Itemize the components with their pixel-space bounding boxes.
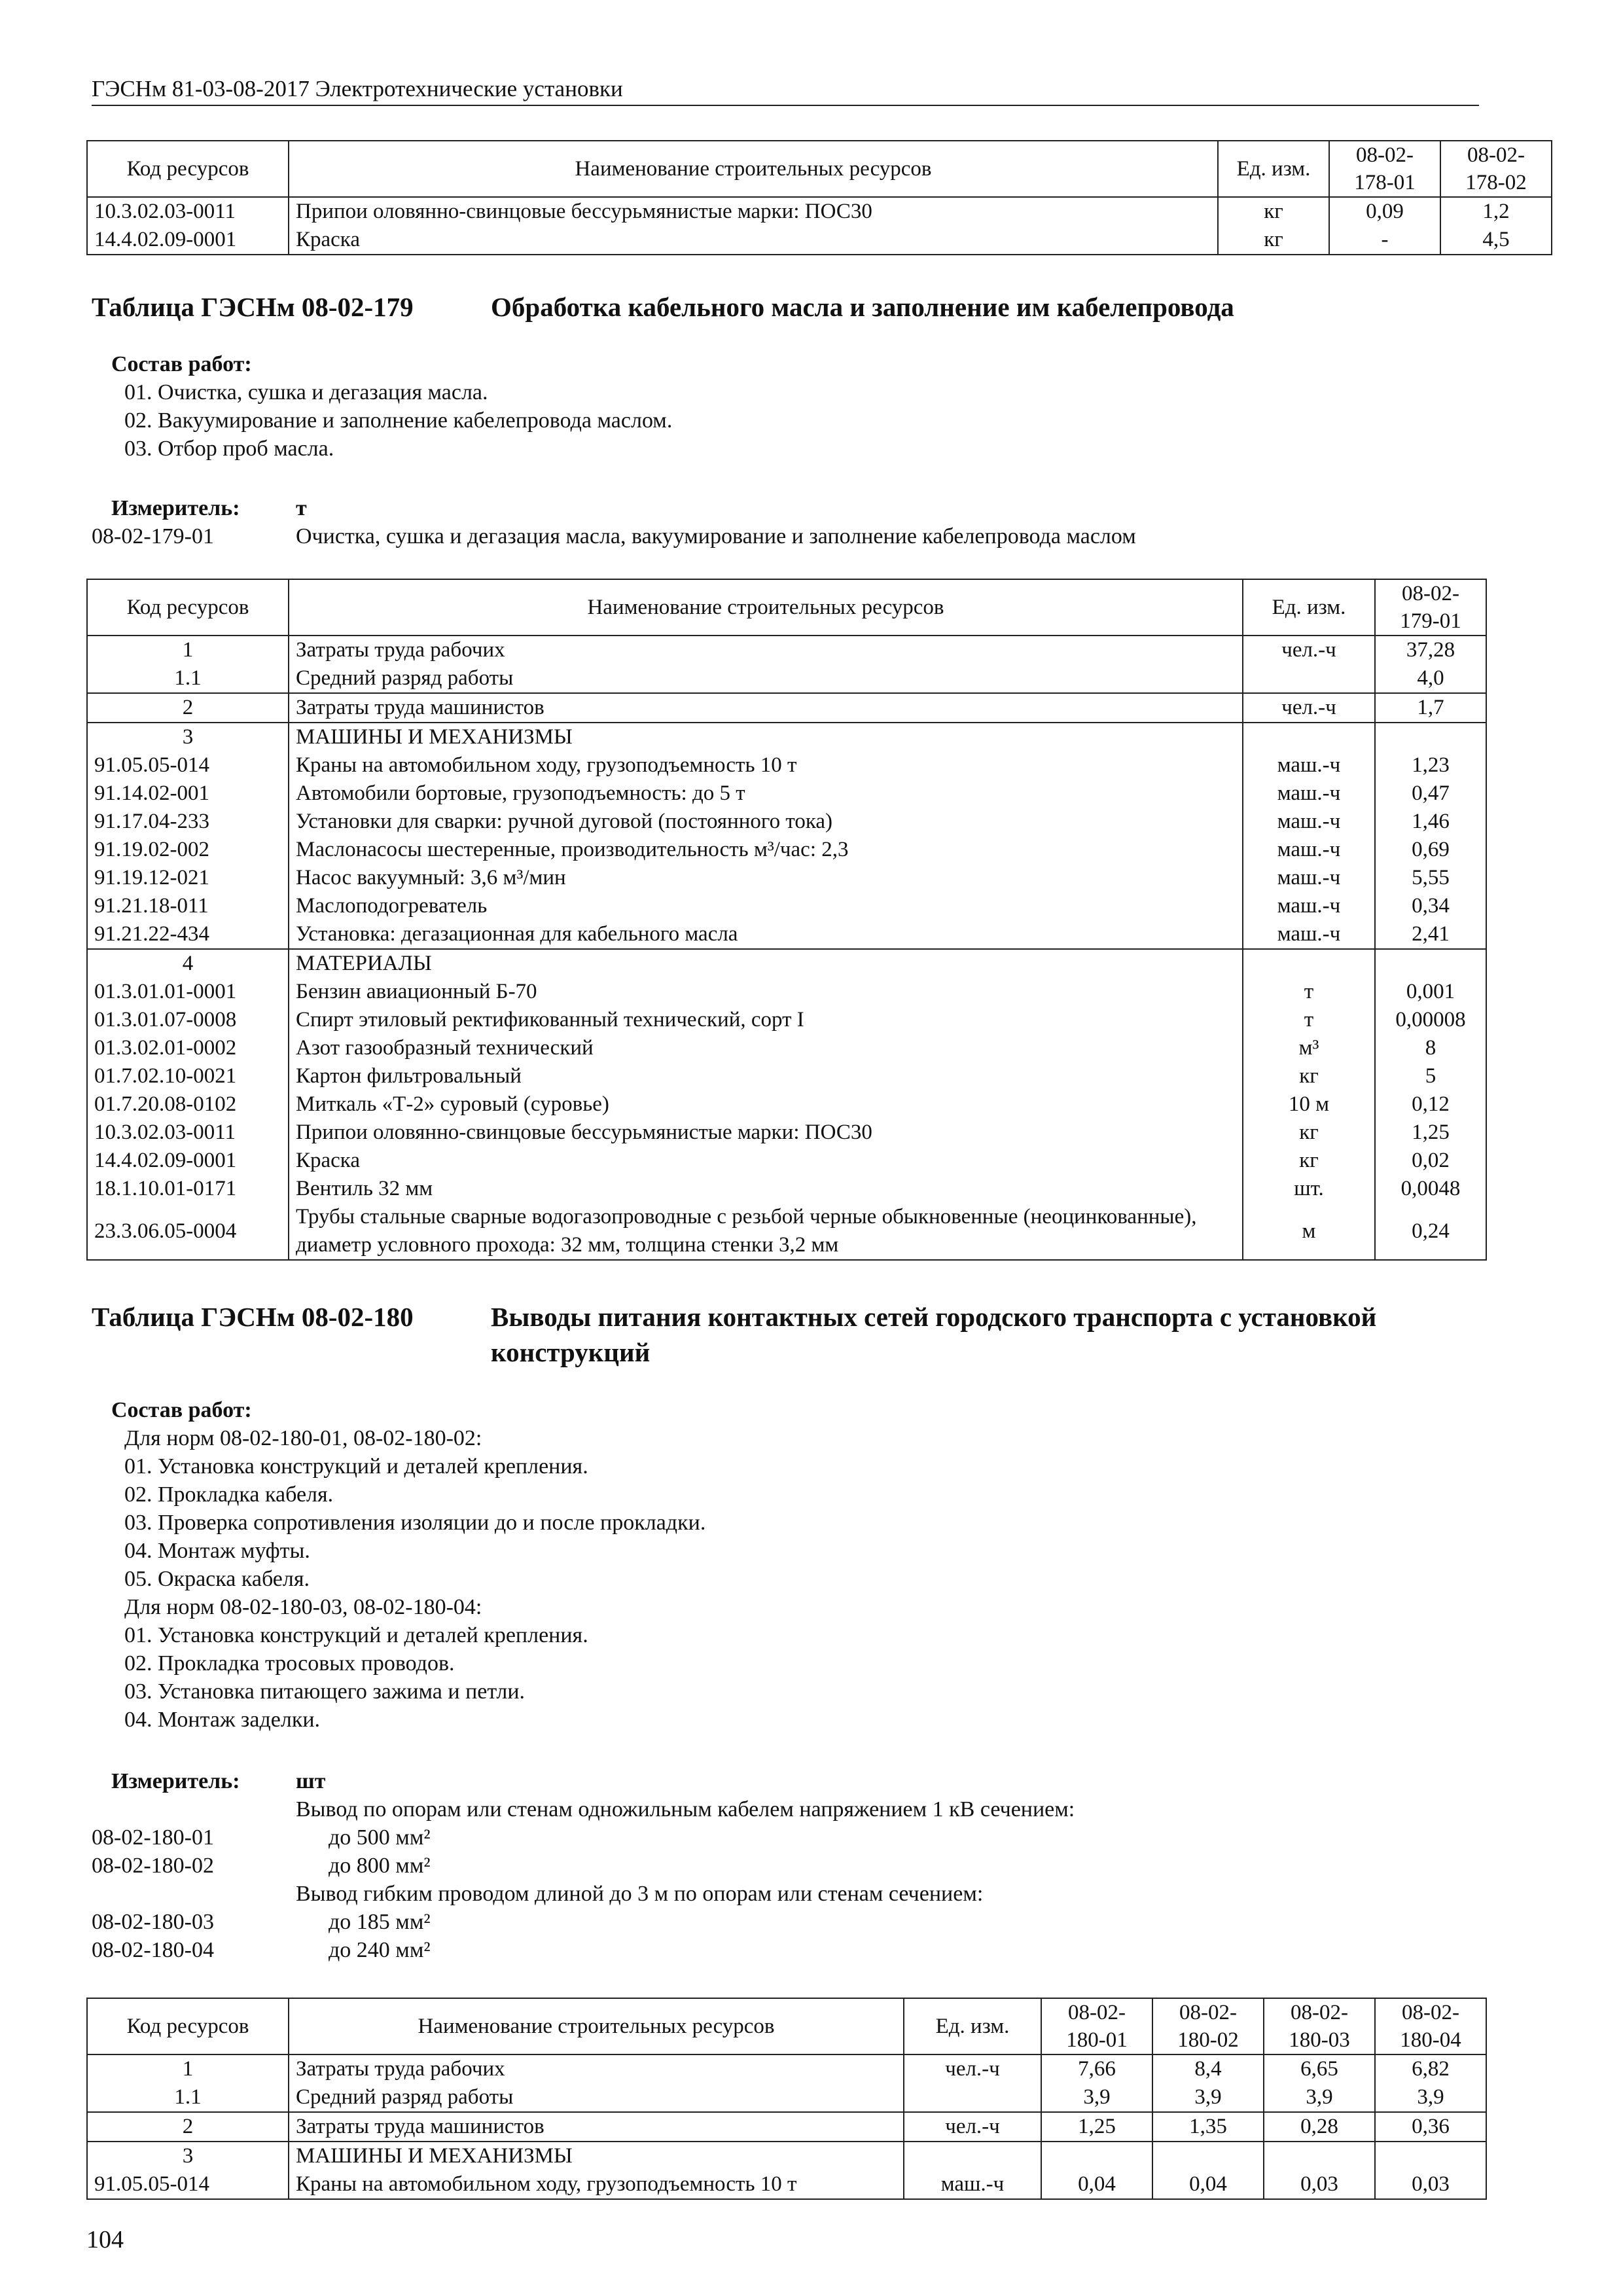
cell-code: 23.3.06.05-0004 — [87, 1203, 289, 1260]
cell-code: 01.3.01.07-0008 — [87, 1006, 289, 1034]
cell-value: 1,25 — [1375, 1119, 1486, 1147]
cell-value — [1375, 723, 1486, 751]
cell-name: Краска — [289, 1147, 1243, 1175]
cell-code: 14.4.02.09-0001 — [87, 226, 289, 255]
cell-value: 37,28 — [1375, 636, 1486, 664]
cell-value — [1041, 2142, 1152, 2170]
cell-unit: чел.-ч — [1243, 636, 1375, 664]
work-item: 03. Отбор проб масла. — [124, 437, 334, 461]
cell-code: 10.3.02.03-0011 — [87, 197, 289, 226]
cell-value: 0,28 — [1264, 2112, 1375, 2142]
cell-code: 1.1 — [87, 664, 289, 693]
cell-unit: м — [1243, 1203, 1375, 1260]
header-unit: Ед. изм. — [1218, 141, 1329, 197]
norm-code: 08-02-180-03 — [92, 1910, 214, 1934]
cell-value: 0,47 — [1375, 780, 1486, 808]
table-row — [87, 780, 1486, 808]
cell-value: 0,00008 — [1375, 1006, 1486, 1034]
table-row — [87, 664, 1486, 693]
table-row — [87, 2112, 1486, 2142]
cell-unit: 10 м — [1243, 1090, 1375, 1119]
cell-value: 1,7 — [1375, 693, 1486, 723]
works-label: Состав работ: — [111, 1398, 252, 1422]
cell-unit: кг — [1243, 1062, 1375, 1090]
norm-description: Очистка, сушка и дегазация масла, вакуумирование и заполнение кабелепровода маслом — [296, 524, 1136, 548]
cell-value — [1375, 949, 1486, 978]
header-name: Наименование строительных ресурсов — [289, 1998, 904, 2054]
cell-name: Насос вакуумный: 3,6 м³/мин — [289, 864, 1243, 892]
table-number: Таблица ГЭСНм 08-02-180 — [92, 1302, 414, 1332]
table-179 — [86, 579, 1487, 1261]
norm-description: Вывод по опорам или стенам одножильным кабелем напряжением 1 кВ сечением: — [296, 1797, 1075, 1821]
cell-value — [1264, 2142, 1375, 2170]
cell-code: 91.17.04-233 — [87, 808, 289, 836]
norm-description: Вывод гибким проводом длиной до 3 м по опорам или стенам сечением: — [296, 1882, 984, 1906]
table-row — [87, 2142, 1486, 2170]
header-norm: 08-02- 179-01 — [1375, 579, 1486, 636]
meter-line — [92, 1880, 1466, 1908]
work-item: Для норм 08-02-180-01, 08-02-180-02: — [124, 1426, 482, 1450]
cell-name: Затраты труда машинистов — [289, 693, 1243, 723]
table-header-row — [87, 579, 1486, 636]
norm-description: до 800 мм² — [329, 1854, 431, 1878]
cell-value: 0,04 — [1041, 2170, 1152, 2199]
cell-unit: маш.-ч — [1243, 780, 1375, 808]
cell-value: 4,5 — [1440, 226, 1552, 255]
cell-code: 01.7.02.10-0021 — [87, 1062, 289, 1090]
cell-name: Спирт этиловый ректификованный технический, сорт I — [289, 1006, 1243, 1034]
cell-name: Маслоподогреватель — [289, 892, 1243, 920]
norm-code: 08-02-179-01 — [92, 524, 214, 548]
cell-name: МАТЕРИАЛЫ — [289, 949, 1243, 978]
cell-code: 1 — [87, 636, 289, 664]
running-head: ГЭСНм 81-03-08-2017 Электротехнические установки — [92, 73, 1479, 106]
table-row — [87, 808, 1486, 836]
cell-name: МАШИНЫ И МЕХАНИЗМЫ — [289, 2142, 904, 2170]
header-norm: 08-02- 178-01 — [1329, 141, 1440, 197]
cell-unit: кг — [1218, 226, 1329, 255]
cell-value: 0,09 — [1329, 197, 1440, 226]
cell-value: 0,12 — [1375, 1090, 1486, 1119]
cell-value: 5,55 — [1375, 864, 1486, 892]
cell-value: 1,46 — [1375, 808, 1486, 836]
cell-unit: маш.-ч — [1243, 920, 1375, 949]
meter-unit: т — [296, 496, 307, 520]
norm-code: 08-02-180-02 — [92, 1854, 214, 1878]
cell-value: 6,65 — [1264, 2054, 1375, 2083]
table-row — [87, 2054, 1486, 2083]
table-row — [87, 693, 1486, 723]
cell-unit — [904, 2083, 1041, 2112]
cell-value: 3,9 — [1264, 2083, 1375, 2112]
table-header-row — [87, 141, 1552, 197]
cell-value: 0,03 — [1375, 2170, 1486, 2199]
table-row — [87, 920, 1486, 949]
cell-unit: маш.-ч — [1243, 892, 1375, 920]
header-name: Наименование строительных ресурсов — [289, 141, 1218, 197]
header-code: Код ресурсов — [87, 141, 289, 197]
header-unit: Ед. изм. — [904, 1998, 1041, 2054]
table-row — [87, 723, 1486, 751]
cell-value: 2,41 — [1375, 920, 1486, 949]
cell-value: 1,35 — [1152, 2112, 1264, 2142]
cell-name: Краны на автомобильном ходу, грузоподъемность 10 т — [289, 2170, 904, 2199]
work-item: 01. Очистка, сушка и дегазация масла. — [124, 380, 488, 404]
cell-unit — [1243, 949, 1375, 978]
cell-code: 91.21.22-434 — [87, 920, 289, 949]
header-norm: 08-02- 178-02 — [1440, 141, 1552, 197]
cell-code: 01.3.02.01-0002 — [87, 1034, 289, 1062]
cell-unit: маш.-ч — [1243, 836, 1375, 864]
work-item: 02. Прокладка кабеля. — [124, 1482, 334, 1507]
meter-line — [92, 1823, 1466, 1852]
page-number: 104 — [86, 2226, 124, 2253]
meter-label: Измеритель: — [111, 1769, 240, 1793]
cell-unit: маш.-ч — [1243, 864, 1375, 892]
cell-code: 91.05.05-014 — [87, 2170, 289, 2199]
table-title-179 — [92, 289, 1479, 329]
work-item: 03. Проверка сопротивления изоляции до и после прокладки. — [124, 1511, 706, 1535]
cell-name: Затраты труда машинистов — [289, 2112, 904, 2142]
table-row — [87, 1034, 1486, 1062]
work-item: 03. Установка питающего зажима и петли. — [124, 1679, 526, 1704]
work-item: 04. Монтаж муфты. — [124, 1539, 310, 1563]
works-list — [111, 378, 672, 463]
meter-180 — [111, 1767, 240, 1795]
cell-name: Припои оловянно-свинцовые бессурьмянистые марки: ПОС30 — [289, 197, 1218, 226]
norm-description: до 240 мм² — [329, 1938, 431, 1962]
meter-line — [92, 1852, 1466, 1880]
cell-unit: м³ — [1243, 1034, 1375, 1062]
cell-value — [1375, 2142, 1486, 2170]
norm-code: 08-02-180-04 — [92, 1938, 214, 1962]
table-body — [87, 197, 1552, 255]
norm-description: до 185 мм² — [329, 1910, 431, 1934]
norm-description: до 500 мм² — [329, 1825, 431, 1850]
cell-unit: кг — [1243, 1147, 1375, 1175]
cell-value: 3,9 — [1375, 2083, 1486, 2112]
cell-name: Миткаль «Т-2» суровый (суровье) — [289, 1090, 1243, 1119]
header-norm: 08-02- 180-03 — [1264, 1998, 1375, 2054]
cell-value: 8 — [1375, 1034, 1486, 1062]
cell-unit: шт. — [1243, 1175, 1375, 1203]
cell-value: 1,2 — [1440, 197, 1552, 226]
cell-code: 91.14.02-001 — [87, 780, 289, 808]
cell-code: 91.05.05-014 — [87, 751, 289, 780]
table-row — [87, 1090, 1486, 1119]
header-name: Наименование строительных ресурсов — [289, 579, 1243, 636]
works-composition-179 — [111, 350, 672, 463]
header-norm: 08-02- 180-04 — [1375, 1998, 1486, 2054]
cell-code: 91.21.18-011 — [87, 892, 289, 920]
cell-code: 18.1.10.01-0171 — [87, 1175, 289, 1203]
cell-unit: маш.-ч — [904, 2170, 1041, 2199]
cell-value: 0,03 — [1264, 2170, 1375, 2199]
meter-line — [92, 1795, 1466, 1823]
cell-code: 3 — [87, 2142, 289, 2170]
works-list — [111, 1424, 705, 1734]
table-178 — [86, 140, 1552, 255]
cell-value: 3,9 — [1152, 2083, 1264, 2112]
cell-unit: чел.-ч — [1243, 693, 1375, 723]
table-row — [87, 864, 1486, 892]
cell-unit: т — [1243, 978, 1375, 1006]
norm-code: 08-02-180-01 — [92, 1825, 214, 1850]
cell-code: 2 — [87, 693, 289, 723]
cell-value: 0,001 — [1375, 978, 1486, 1006]
meter-unit: шт — [296, 1769, 326, 1793]
cell-code: 1 — [87, 2054, 289, 2083]
cell-value: 0,04 — [1152, 2170, 1264, 2199]
table-row — [87, 949, 1486, 978]
work-item: 01. Установка конструкций и деталей крепления. — [124, 1623, 588, 1647]
cell-name: Бензин авиационный Б-70 — [289, 978, 1243, 1006]
work-item: 04. Монтаж заделки. — [124, 1708, 321, 1732]
header-norm: 08-02- 180-01 — [1041, 1998, 1152, 2054]
cell-name: Вентиль 32 мм — [289, 1175, 1243, 1203]
table-row — [87, 836, 1486, 864]
table-row — [87, 1006, 1486, 1034]
cell-unit: маш.-ч — [1243, 808, 1375, 836]
header-unit: Ед. изм. — [1243, 579, 1375, 636]
meter-line — [92, 1908, 1466, 1936]
table-number: Таблица ГЭСНм 08-02-179 — [92, 292, 414, 322]
cell-value: 5 — [1375, 1062, 1486, 1090]
cell-code: 14.4.02.09-0001 — [87, 1147, 289, 1175]
cell-value: 1,25 — [1041, 2112, 1152, 2142]
work-item: 02. Прокладка тросовых проводов. — [124, 1651, 455, 1676]
cell-value: 4,0 — [1375, 664, 1486, 693]
table-caption: Выводы питания контактных сетей городского транспорта с установкой конструкций — [491, 1302, 1377, 1367]
cell-value: 8,4 — [1152, 2054, 1264, 2083]
table-180 — [86, 1998, 1487, 2200]
cell-name: Азот газообразный технический — [289, 1034, 1243, 1062]
cell-name: Трубы стальные сварные водогазопроводные с резьбой черные обыкновенные (неоцинкованные), диаметр условного прохода: 32 мм, толщина стенки 3,2 мм — [289, 1203, 1243, 1260]
works-composition-180 — [111, 1396, 705, 1734]
table-row — [87, 2170, 1486, 2199]
work-item: 02. Вакуумирование и заполнение кабелепровода маслом. — [124, 408, 673, 433]
cell-value: 0,34 — [1375, 892, 1486, 920]
cell-name: Картон фильтровальный — [289, 1062, 1243, 1090]
header-code: Код ресурсов — [87, 1998, 289, 2054]
cell-code: 91.19.02-002 — [87, 836, 289, 864]
cell-unit — [904, 2142, 1041, 2170]
cell-value: 7,66 — [1041, 2054, 1152, 2083]
meter-line — [92, 1936, 1466, 1964]
header-code: Код ресурсов — [87, 579, 289, 636]
cell-name: Припои оловянно-свинцовые бессурьмянистые марки: ПОС30 — [289, 1119, 1243, 1147]
table-row — [87, 1062, 1486, 1090]
cell-name: Краны на автомобильном ходу, грузоподъемность 10 т — [289, 751, 1243, 780]
cell-name: Краска — [289, 226, 1218, 255]
table-body — [87, 636, 1486, 1260]
cell-value: 3,9 — [1041, 2083, 1152, 2112]
cell-value: - — [1329, 226, 1440, 255]
work-item: 01. Установка конструкций и деталей крепления. — [124, 1454, 588, 1479]
table-body — [87, 2054, 1486, 2199]
cell-name: Установки для сварки: ручной дуговой (постоянного тока) — [289, 808, 1243, 836]
table-caption: Обработка кабельного масла и заполнение им кабелепровода — [491, 292, 1234, 322]
cell-value: 0,36 — [1375, 2112, 1486, 2142]
cell-name: МАШИНЫ И МЕХАНИЗМЫ — [289, 723, 1243, 751]
cell-value: 0,02 — [1375, 1147, 1486, 1175]
cell-code: 10.3.02.03-0011 — [87, 1119, 289, 1147]
cell-unit: маш.-ч — [1243, 751, 1375, 780]
table-header-row — [87, 1998, 1486, 2054]
cell-value: 6,82 — [1375, 2054, 1486, 2083]
cell-unit: чел.-ч — [904, 2054, 1041, 2083]
cell-value: 1,23 — [1375, 751, 1486, 780]
cell-value: 0,24 — [1375, 1203, 1486, 1260]
cell-value — [1152, 2142, 1264, 2170]
meter-label: Измеритель: — [111, 496, 240, 520]
cell-code: 01.7.20.08-0102 — [87, 1090, 289, 1119]
cell-name: Маслонасосы шестеренные, производительность м³/час: 2,3 — [289, 836, 1243, 864]
cell-unit: т — [1243, 1006, 1375, 1034]
cell-unit — [1243, 664, 1375, 693]
table-row — [87, 978, 1486, 1006]
works-label: Состав работ: — [111, 352, 252, 376]
table-row — [87, 751, 1486, 780]
header-norm: 08-02- 180-02 — [1152, 1998, 1264, 2054]
meter-lines — [92, 1795, 1466, 1964]
cell-unit — [1243, 723, 1375, 751]
table-row — [87, 1175, 1486, 1203]
table-row — [87, 636, 1486, 664]
cell-value: 0,0048 — [1375, 1175, 1486, 1203]
table-row — [87, 892, 1486, 920]
work-item: 05. Окраска кабеля. — [124, 1567, 310, 1591]
table-row — [87, 1119, 1486, 1147]
cell-name: Затраты труда рабочих — [289, 636, 1243, 664]
work-item: Для норм 08-02-180-03, 08-02-180-04: — [124, 1595, 482, 1619]
cell-unit: кг — [1243, 1119, 1375, 1147]
table-row — [87, 1203, 1486, 1260]
cell-unit: кг — [1218, 197, 1329, 226]
cell-code: 91.19.12-021 — [87, 864, 289, 892]
cell-value: 0,69 — [1375, 836, 1486, 864]
cell-name: Средний разряд работы — [289, 664, 1243, 693]
cell-code: 4 — [87, 949, 289, 978]
meter-179 — [111, 494, 240, 522]
cell-code: 01.3.01.01-0001 — [87, 978, 289, 1006]
table-row — [87, 2083, 1486, 2112]
table-row — [87, 1147, 1486, 1175]
cell-code: 2 — [87, 2112, 289, 2142]
table-title-180 — [92, 1299, 1479, 1371]
cell-name: Средний разряд работы — [289, 2083, 904, 2112]
cell-name: Установка: дегазационная для кабельного масла — [289, 920, 1243, 949]
cell-name: Автомобили бортовые, грузоподъемность: до 5 т — [289, 780, 1243, 808]
table-row — [87, 197, 1552, 226]
cell-unit: чел.-ч — [904, 2112, 1041, 2142]
cell-name: Затраты труда рабочих — [289, 2054, 904, 2083]
table-row — [87, 226, 1552, 255]
cell-code: 1.1 — [87, 2083, 289, 2112]
cell-code: 3 — [87, 723, 289, 751]
